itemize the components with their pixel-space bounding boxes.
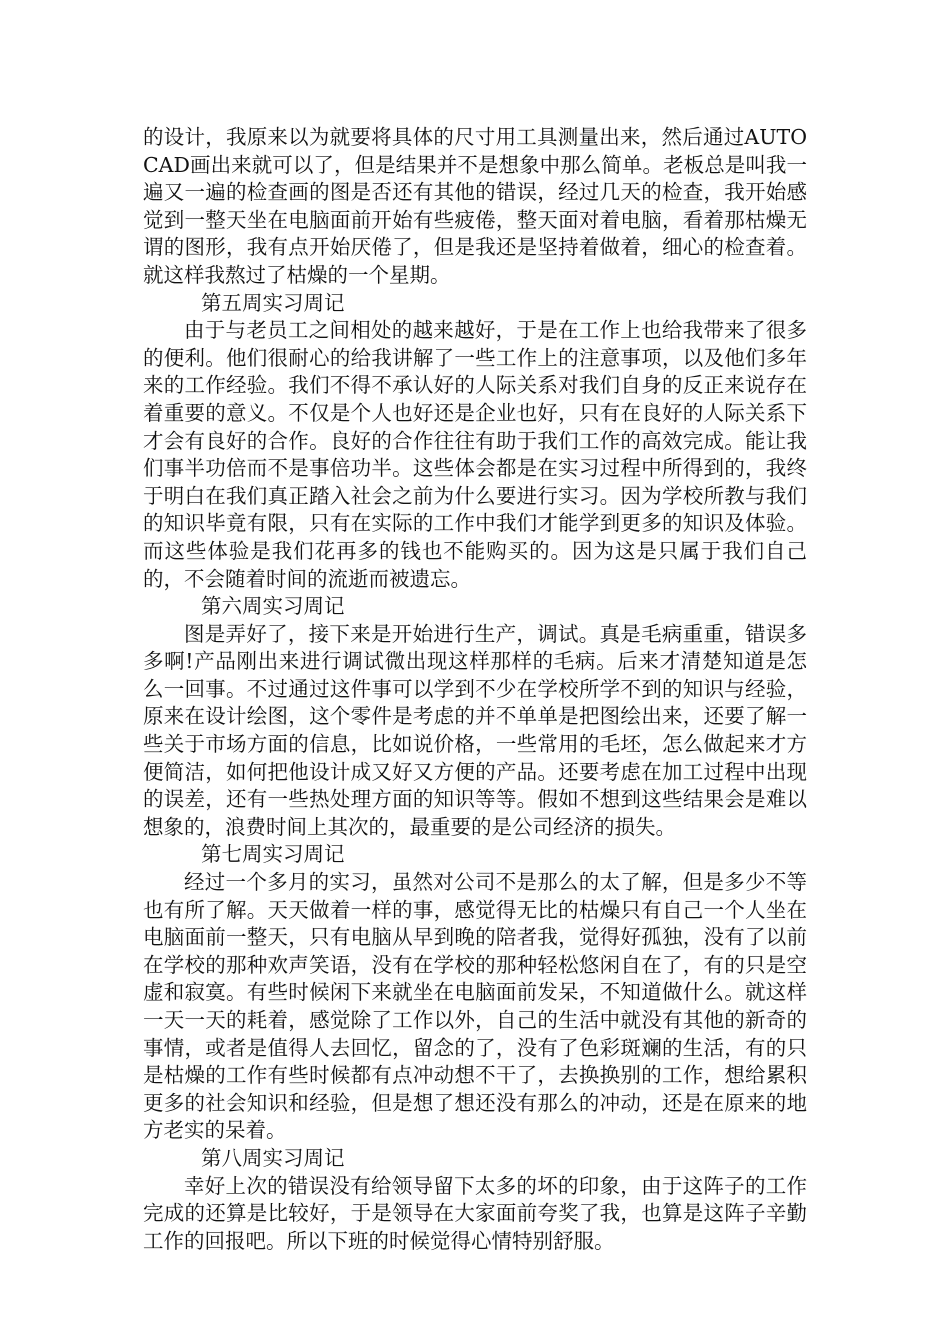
section-body-week-5: 由于与老员工之间相处的越来越好，于是在工作上也给我带来了很多的便利。他们很耐心的给我讲解了一些工作上的注意事项，以及他们多年来的工作经验。我们不得不承认好的人际关系对我们自身的反正来说存在着重要的意义。不仅是个人也好还是企业也好，只有在良好的人际关系下才会有良好的合作。良好的合作往往有助于我们工作的高效完成。能让我们事半功倍而不是事倍功半。这些体会都是在实习过程中所得到的，我终于明白在我们真正踏入社会之前为什么要进行实习。因为学校所教与我们的知识毕竟有限，只有在实际的工作中我们才能学到更多的知识及体验。而这些体验是我们花再多的钱也不能购买的。因为这是只属于我们自己的，不会随着时间的流逝而被遗忘。: [143, 318, 807, 591]
section-body-week-8: 幸好上次的错误没有给领导留下太多的坏的印象，由于这阵子的工作完成的还算是比较好，于是领导在大家面前夸奖了我，也算是这阵子辛勤工作的回报吧。所以下班的时候觉得心情特别舒服。: [143, 1173, 807, 1253]
section-heading-week-5: 第五周实习周记: [201, 290, 345, 315]
section-heading-week-6: 第六周实习周记: [201, 594, 345, 619]
section-heading-week-7: 第七周实习周记: [201, 842, 345, 867]
section-body-week-7: 经过一个多月的实习，虽然对公司不是那么的太了解，但是多少不等也有所了解。天天做着一样的事，感觉得无比的枯燥只有自己一个人坐在电脑面前一整天，只有电脑从早到晚的陪者我，觉得好孤独，没有了以前在学校的那种欢声笑语，没有在学校的那种轻松悠闲自在了，有的只是空虚和寂寞。有些时候闲下来就坐在电脑面前发呆，不知道做什么。就这样一天一天的耗着，感觉除了工作以外，自己的生活中就没有其他的新奇的事情，或者是值得人去回忆，留念的了，没有了色彩斑斓的生活，有的只是枯燥的工作有些时候都有点冲动想不干了，去换换别的工作，想给累积更多的社会知识和经验，但是想了想还没有那么的冲动，还是在原来的地方老实的呆着。: [143, 870, 807, 1143]
document-page: [143, 124, 807, 1255]
opening-paragraph: 的设计，我原来以为就要将具体的尺寸用工具测量出来，然后通过AUTOCAD画出来就可以了，但是结果并不是想象中那么简单。老板总是叫我一遍又一遍的检查画的图是否还有其他的错误，经过几天的检查，我开始感觉到一整天坐在电脑面前开始有些疲倦，整天面对着电脑，看着那枯燥无谓的图形，我有点开始厌倦了，但是我还是坚持着做着，细心的检查着。就这样我熬过了枯燥的一个星期。: [143, 125, 807, 287]
section-heading-week-8: 第八周实习周记: [201, 1145, 345, 1170]
section-body-week-6: 图是弄好了，接下来是开始进行生产，调试。真是毛病重重，错误多多啊!产品刚出来进行调试微出现这样那样的毛病。后来才清楚知道是怎么一回事。不过通过这件事可以学到不少在学校所学不到的知识与经验，原来在设计绘图，这个零件是考虑的并不单单是把图绘出来，还要了解一些关于市场方面的信息，比如说价格，一些常用的毛坯，怎么做起来才方便简洁，如何把他设计成又好又方便的产品。还要考虑在加工过程中出现的误差，还有一些热处理方面的知识等等。假如不想到这些结果会是难以想象的，浪费时间上其次的，最重要的是公司经济的损失。: [143, 621, 807, 839]
